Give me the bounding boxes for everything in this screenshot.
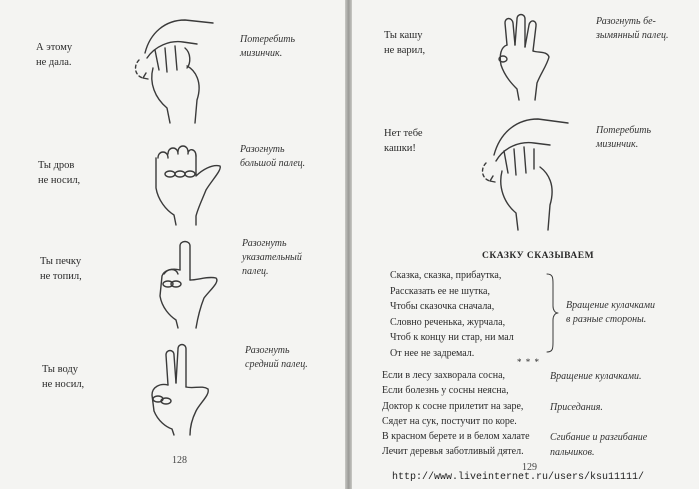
poem-line: Рассказать ее не шутка, xyxy=(390,285,490,297)
page-number-right: 129 xyxy=(522,462,537,473)
separator: * * * xyxy=(517,357,540,367)
table-row xyxy=(382,416,697,431)
verse-5: Ты кашу не варил, xyxy=(384,30,426,56)
instruction-1: Потеребить мизинчик. xyxy=(240,34,295,59)
table-row xyxy=(382,431,697,446)
hand-pinch-pinky-illustration xyxy=(125,8,225,123)
table-row xyxy=(382,446,697,461)
line-note: Приседания. xyxy=(550,401,603,413)
verse-4: Ты воду не носил, xyxy=(42,364,85,390)
book-gutter xyxy=(345,0,352,489)
line-note: Вращение кулачками. xyxy=(550,371,642,382)
instruction-3: Разогнуть указательный палец. xyxy=(242,238,302,277)
hand-ring-up-illustration xyxy=(487,15,557,100)
table-row xyxy=(382,385,697,400)
instruction-6: Потеребить мизинчик. xyxy=(596,125,651,150)
left-page xyxy=(0,0,345,489)
right-page xyxy=(352,0,699,489)
line-text: Сядет на сук, постучит по коре. xyxy=(382,415,517,427)
section-heading: СКАЗКУ СКАЗЫВАЕМ xyxy=(482,251,595,261)
line-text: В красном берете и в белом халате xyxy=(382,431,530,443)
poem-line: Словно реченька, журчала, xyxy=(390,316,506,328)
hand-thumb-out-illustration xyxy=(150,140,230,225)
action-table xyxy=(382,370,697,462)
poem-line: Чтоб к концу ни стар, ни мал xyxy=(390,332,514,343)
line-text: Лечит деревья заботливый дятел. xyxy=(382,446,524,458)
line-text: Если в лесу захворала сосна, xyxy=(382,370,506,381)
verse-6: Нет тебе кашки! xyxy=(384,128,423,154)
table-row xyxy=(382,401,697,416)
line-note: Сгибание и разгибание xyxy=(550,432,648,444)
hand-index-up-illustration xyxy=(150,240,230,328)
instruction-4: Разогнуть средний палец. xyxy=(245,345,308,370)
poem-line: Чтобы сказочка сначала, xyxy=(390,301,495,312)
verse-2: Ты дров не носил, xyxy=(38,160,81,186)
verse-3: Ты печку не топил, xyxy=(40,256,82,282)
hand-pinch-pinky-illustration-2 xyxy=(470,105,580,230)
page-number-left: 128 xyxy=(172,455,187,466)
poem-line: Сказка, сказка, прибаутка, xyxy=(390,270,502,281)
instruction-2: Разогнуть большой палец. xyxy=(240,144,306,169)
line-text: Если болезнь у сосны неясна, xyxy=(382,385,509,397)
verse-1: А этому не дала. xyxy=(36,42,73,68)
curly-brace xyxy=(545,272,559,354)
hand-middle-up-illustration xyxy=(140,345,220,435)
instruction-5: Разогнуть бе- зымянный палец. xyxy=(596,16,669,41)
watermark-url: http://www.liveinternet.ru/users/ksu11111/ xyxy=(392,472,645,483)
poem-stanza xyxy=(390,268,514,361)
poem-note: Вращение кулачками в разные стороны. xyxy=(566,300,656,325)
line-text: Доктор к сосне прилетит на заре, xyxy=(382,400,524,412)
line-note: пальчиков. xyxy=(550,447,595,459)
poem-line: От нее не задремал. xyxy=(390,347,475,359)
table-row xyxy=(382,370,697,385)
